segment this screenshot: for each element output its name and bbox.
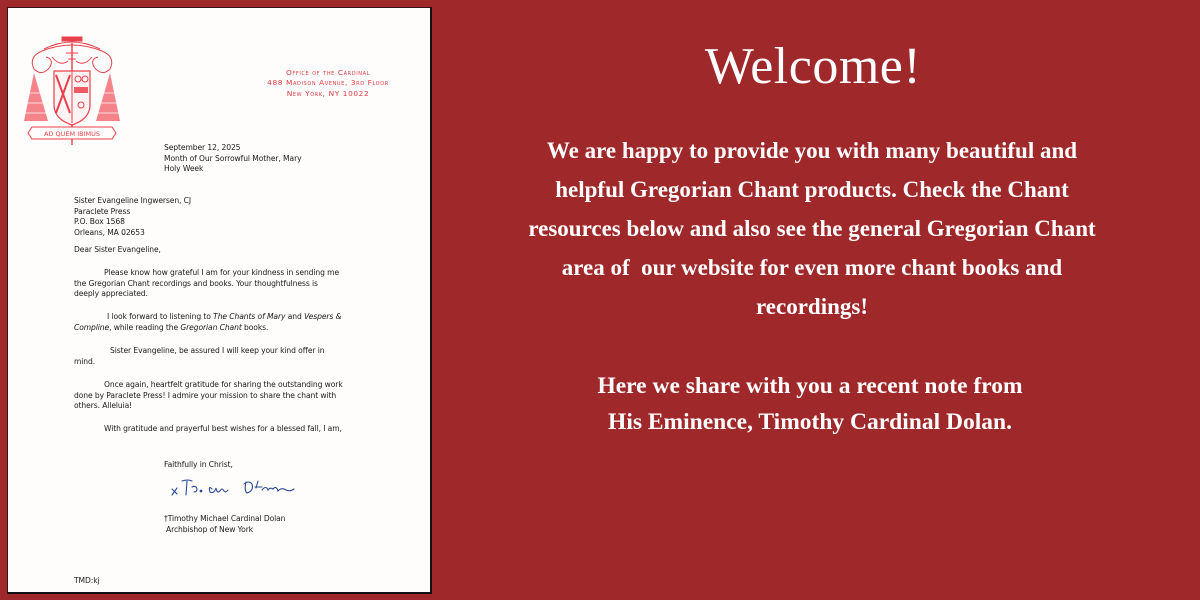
letterhead-office: Office of the Cardinal bbox=[285, 68, 371, 77]
title-vespers-compline: Vespers & bbox=[304, 312, 342, 321]
title-chants-of-mary: The Chants of Mary bbox=[213, 312, 286, 321]
liturgical-month: Month of Our Sorrowful Mother, Mary bbox=[164, 153, 302, 163]
letter-image bbox=[7, 7, 432, 594]
intro-line: area of our website for even more chant books and bbox=[561, 255, 1063, 280]
intro-line: resources below and also see the general Gregorian Chant bbox=[528, 216, 1096, 241]
note-line: Here we share with you a recent note from bbox=[597, 373, 1023, 399]
recipient-address bbox=[74, 196, 191, 238]
letterhead-street: 488 Madison Avenue, 3rd Floor bbox=[267, 78, 389, 88]
welcome-heading: Welcome! bbox=[704, 38, 922, 95]
signer-name: †Timothy Michael Cardinal Dolan bbox=[164, 514, 286, 523]
paragraph-2 bbox=[74, 312, 341, 333]
recipient-city: Orleans, MA 02653 bbox=[74, 227, 145, 237]
recipient-org: Paraclete Press bbox=[74, 206, 131, 216]
p3-line: Sister Evangeline, be assured I will keep your kind offer in bbox=[110, 346, 325, 355]
handwritten-signature-icon bbox=[170, 475, 310, 499]
liturgical-week: Holy Week bbox=[164, 164, 204, 174]
title-gregorian-chant: Gregorian Chant bbox=[180, 322, 242, 332]
closing: Faithfully in Christ, bbox=[164, 460, 233, 469]
letterhead-city: New York, NY 10022 bbox=[286, 88, 370, 98]
p4-line: Once again, heartfelt gratitude for sharing the outstanding work bbox=[104, 380, 343, 389]
p4-line: others. Alleluia! bbox=[74, 401, 133, 411]
p5-line: With gratitude and prayerful best wishes for a blessed fall, I am, bbox=[104, 424, 342, 433]
intro-line: helpful Gregorian Chant products. Check the Chant bbox=[555, 177, 1069, 202]
note-paragraph bbox=[520, 368, 1100, 440]
signer-title: Archbishop of New York bbox=[166, 524, 254, 534]
p2-text: I look forward to listening to bbox=[107, 312, 214, 321]
p2-text: and bbox=[285, 312, 305, 321]
p4-line: done by Paraclete Press! I admire your mission to share the chant with bbox=[74, 390, 337, 400]
p3-line: mind. bbox=[74, 356, 96, 366]
intro-line: recordings! bbox=[755, 294, 868, 319]
intro-line: We are happy to provide you with many beautiful and bbox=[546, 138, 1078, 163]
recipient-box: P.O. Box 1568 bbox=[74, 217, 125, 227]
letter-date-block bbox=[164, 143, 301, 175]
coat-of-arms-icon bbox=[22, 33, 122, 148]
p1-line: deeply appreciated. bbox=[74, 289, 148, 299]
reference-initials: TMD:kj bbox=[74, 576, 100, 585]
p1-line: the Gregorian Chant recordings and books. Your thoughtfulness is bbox=[74, 278, 318, 288]
paragraph-4 bbox=[74, 380, 343, 412]
letterhead-address bbox=[238, 68, 418, 99]
p2-text: , while reading the bbox=[109, 322, 181, 332]
title-vespers-compline: Compline bbox=[74, 322, 110, 332]
letter-date: September 12, 2025 bbox=[164, 143, 241, 152]
paragraph-3 bbox=[74, 346, 324, 367]
intro-paragraph bbox=[450, 131, 1174, 326]
paragraph-5 bbox=[74, 424, 342, 435]
p1-line: Please know how grateful I am for your kindness in sending me bbox=[104, 268, 340, 277]
note-line: His Eminence, Timothy Cardinal Dolan. bbox=[608, 409, 1012, 435]
svg-text:AD QUEM IBIMUS: AD QUEM IBIMUS bbox=[44, 130, 100, 138]
salutation: Dear Sister Evangeline, bbox=[74, 245, 161, 254]
p2-text: books. bbox=[241, 322, 269, 332]
recipient-name: Sister Evangeline Ingwersen, CJ bbox=[74, 196, 192, 205]
paragraph-1 bbox=[74, 268, 339, 300]
signer-block bbox=[164, 514, 285, 535]
